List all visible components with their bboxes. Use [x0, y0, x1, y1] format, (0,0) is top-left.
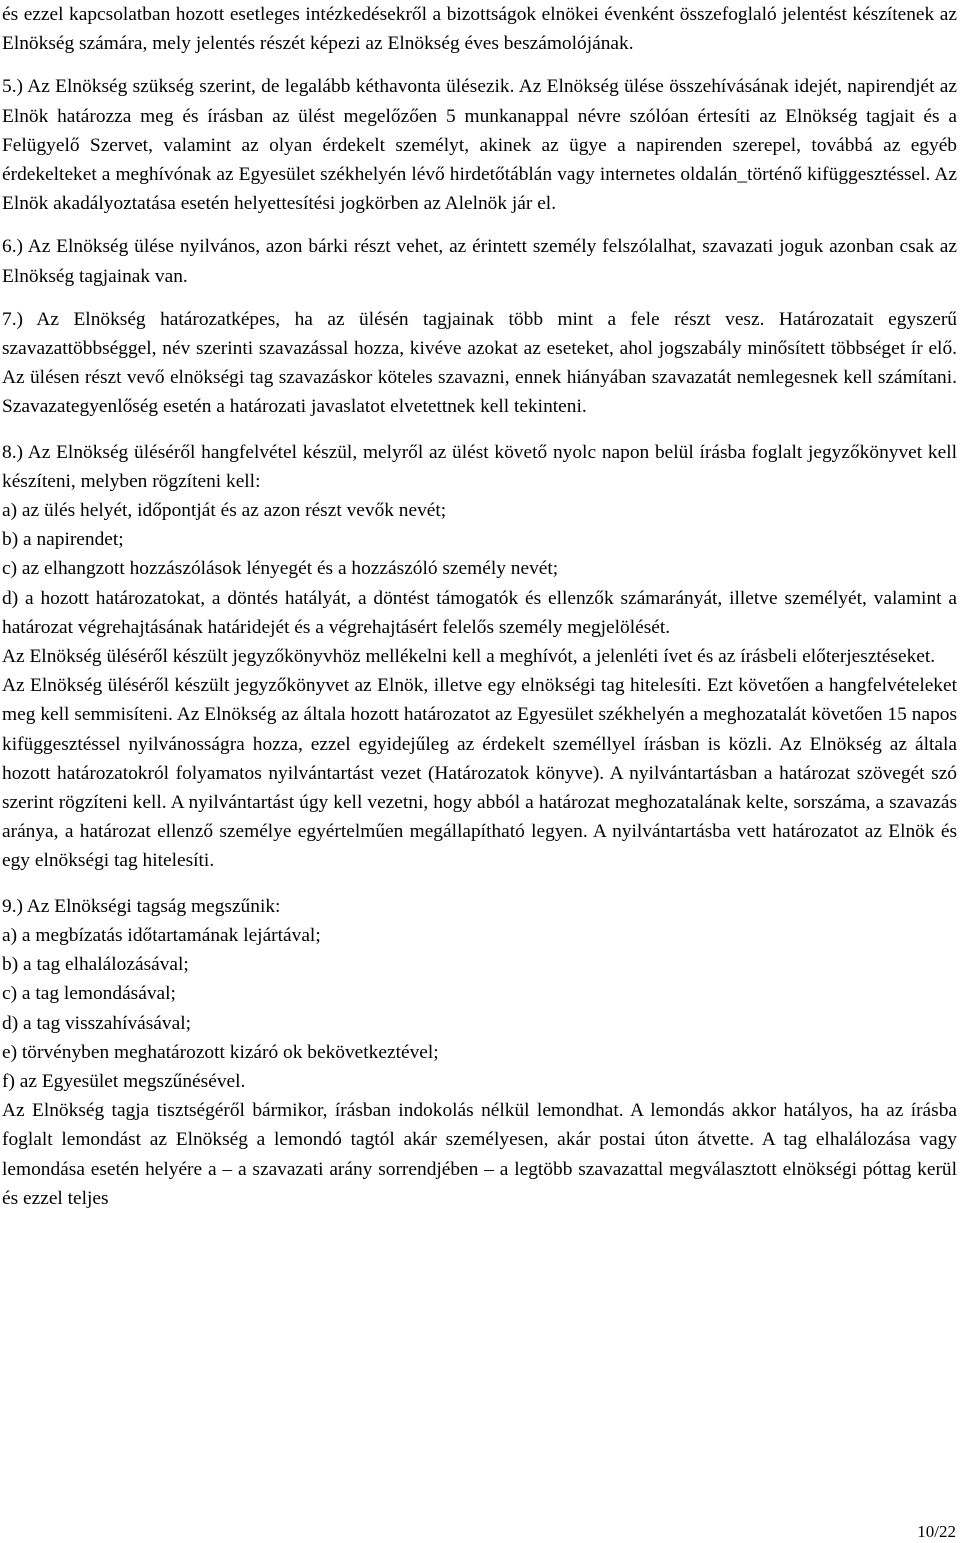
list-item-8d: d) a hozott határozatokat, a döntés hatályát, a döntést támogatók és ellenzők számarányát, illetve személyét, valamint a határozat végrehajtásának határidejét és a végrehajtásért felelős személy megjelölését. — [2, 587, 957, 638]
list-item-8c: c) az elhangzott hozzászólások lényegét és a hozzászóló személy nevét; — [2, 558, 559, 580]
page-number: 10/22 — [917, 1522, 956, 1541]
paragraph-9-resignation: Az Elnökség tagja tisztségéről bármikor, írásban indokolás nélkül lemondhat. A lemondás akkor hatályos, ha az írásba foglalt lemondást az Elnökség a lemondó tagtól akár személyesen, akár postai úton átvette. A tag elhalálozása vagy lemondása esetén helyére a – a szavazati arány sorrendjében – a legtöbb szavazattal megválasztott elnökségi póttag kerül és ezzel teljes — [2, 1100, 957, 1209]
paragraph-8: 8.) Az Elnökség üléséről hangfelvétel készül, melyről az ülést követő nyolc napon belül írásba foglalt jegyzőkönyvet kell készíteni, melyben rögzíteni kell: — [2, 441, 957, 492]
list-item-9c: c) a tag lemondásával; — [2, 983, 176, 1005]
list-item-9f: f) az Egyesület megszűnésével. — [2, 1070, 246, 1092]
paragraph-7: 7.) Az Elnökség határozatképes, ha az ülésén tagjainak több mint a fele részt vesz. Határozatait egyszerű szavazattöbbséggel, név szerinti szavazással hozza, kivéve azokat az eseteket, ahol jogszabály minősített többséget ír elő. Az ülésen részt vevő elnökségi tag szavazáskor köteles szavazni, ennek hiányában szavazatát nemlegesnek kell számítani. Szavazategyenlőség esetén a határozati javaslatot elvetettnek kell tekinteni. — [2, 308, 957, 418]
list-item-8a: a) az ülés helyét, időpontját és az azon részt vevők nevét; — [2, 500, 447, 522]
list-item-9a: a) a megbízatás időtartamának lejártával; — [2, 924, 321, 946]
list-item-9d: d) a tag visszahívásával; — [2, 1012, 191, 1034]
paragraph-8-authentication: Az Elnökség üléséről készült jegyzőkönyvet az Elnök, illetve egy elnökségi tag hitelesíti. Ezt követően a hangfelvételeket meg kell semmisíteni. Az Elnökség az általa hozott határozatot az Egyesület székhelyén a meghozatalát követően 15 napos kifüggesztéssel nyilvánosságra hozza, ezzel egyidejűleg az érdekelt személlyel írásban is közli. Az Elnökség az általa hozott határozatokról folyamatos nyilvántartást vezet (Határozatok könyve). A nyilvántartásban a határozat szövegét szó szerint rögzíteni kell. A nyilvántartást úgy kell vezetni, hogy abból a határozat meghozatalának kelte, sorszáma, a szavazás aránya, a határozat ellenző személye egyértelműen megállapítható legyen. A nyilvántartásba vett határozatot az Elnök és egy elnökségi tag hitelesíti. — [2, 675, 957, 872]
paragraph-4-continuation: és ezzel kapcsolatban hozott esetleges intézkedésekről a bizottságok elnökei évenként összefoglaló jelentést készítenek az Elnökség számára, mely jelentés részét képezi az Elnökség éves beszámolójának. — [2, 4, 957, 55]
list-item-8b: b) a napirendet; — [2, 529, 124, 551]
paragraph-6: 6.) Az Elnökség ülése nyilvános, azon bárki részt vehet, az érintett személy felszólalhat, szavazati joguk azonban csak az Elnökség tagjainak van. — [2, 236, 957, 287]
paragraph-9: 9.) Az Elnökségi tagság megszűnik: — [2, 895, 281, 917]
paragraph-5: 5.) Az Elnökség szükség szerint, de legalább kéthavonta ülésezik. Az Elnökség ülése összehívásának idejét, napirendjét az Elnök határozza meg és írásban az ülést megelőzően 5 munkanappal névre szólóan értesíti az Elnökség tagjait és a Felügyelő Szervet, valamint az olyan érdekelt személyt, akinek az ügye a napirenden szerepel, továbbá az egyéb érdekelteket a meghívónak az Egyesület székhelyén lévő hirdetőtáblán vagy internetes oldalán_történő kifüggesztéssel. Az Elnök akadályoztatása esetén helyettesítési jogkörben az Alelnök jár el. — [2, 76, 957, 215]
list-item-9b: b) a tag elhalálozásával; — [2, 954, 189, 976]
list-item-9e: e) törvényben meghatározott kizáró ok bekövetkeztével; — [2, 1041, 439, 1063]
paragraph-8-attachments: Az Elnökség üléséről készült jegyzőkönyvhöz mellékelni kell a meghívót, a jelenléti ívet és az írásbeli előterjesztéseket. — [2, 646, 936, 668]
